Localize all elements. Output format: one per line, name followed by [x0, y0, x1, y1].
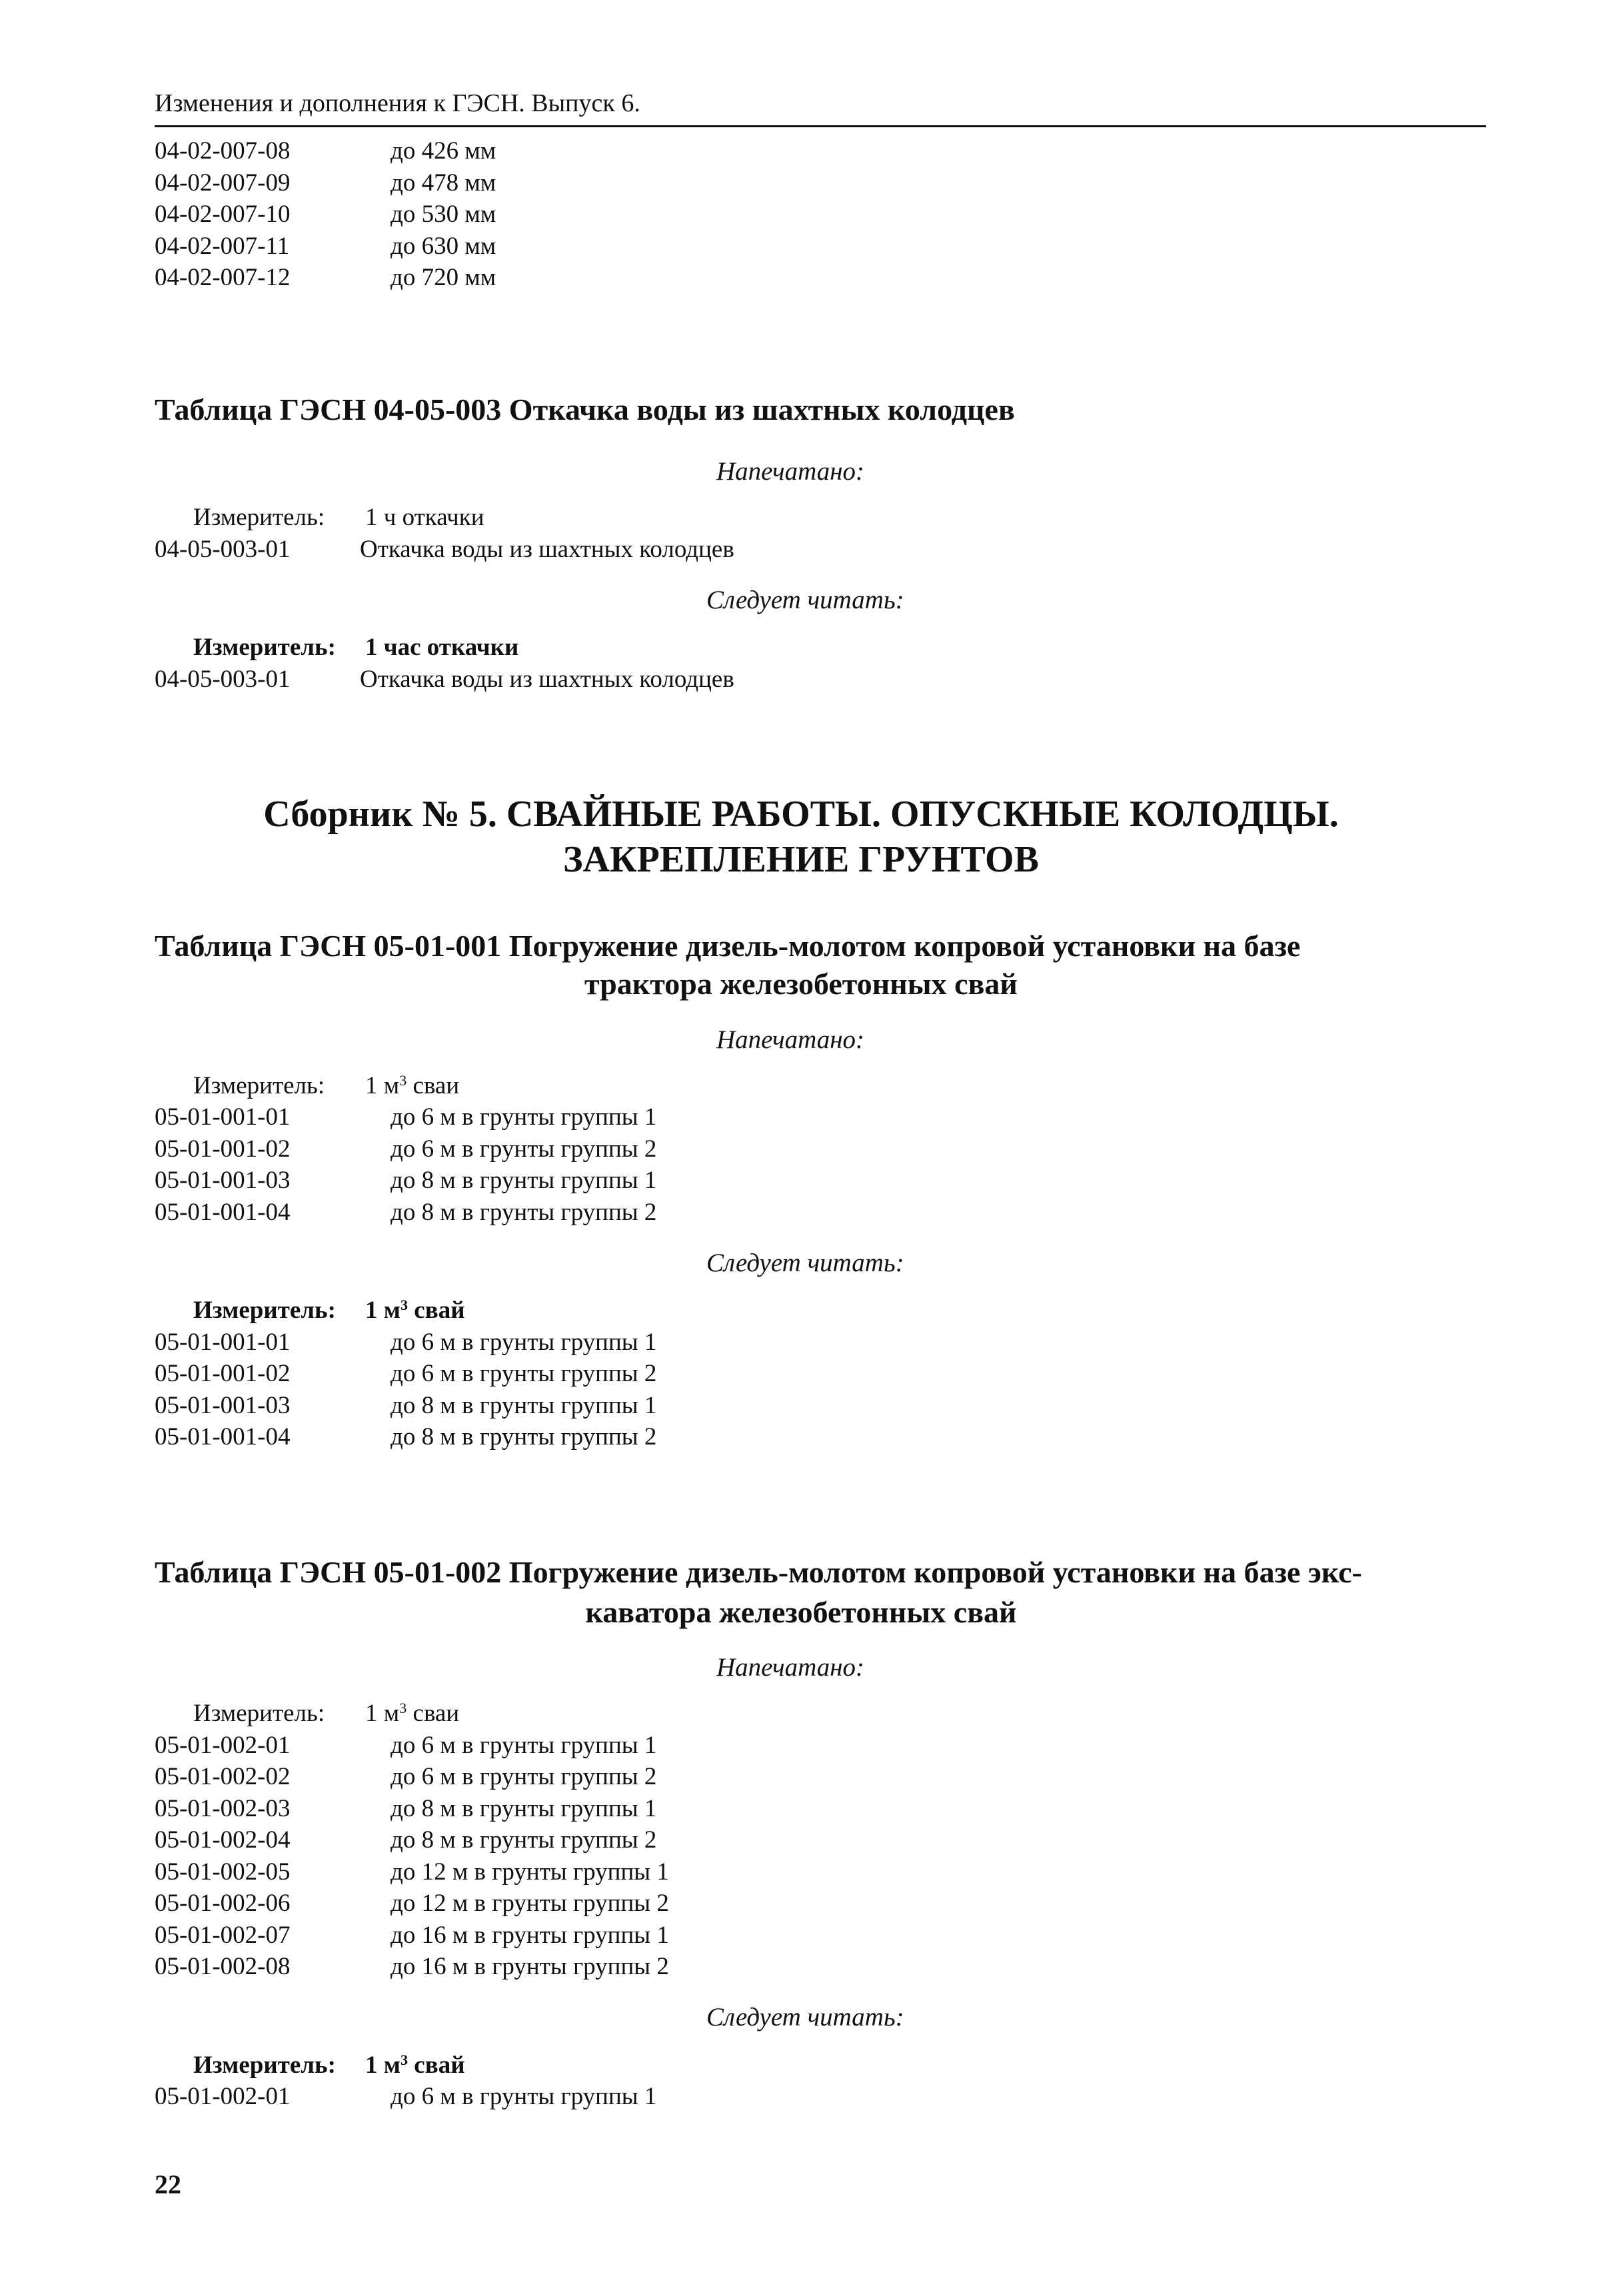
measure-label: Измеритель:	[193, 2051, 336, 2079]
measure-value: 1 час откачки	[365, 634, 519, 661]
row-code: 04-02-007-10	[155, 201, 291, 228]
measure-value: 1 $м^3$ сваи	[365, 1071, 460, 1099]
row-desc: до 12 м в грунты группы 2	[391, 1890, 669, 1917]
row-code: 05-01-001-04	[155, 1199, 291, 1226]
row-code: 05-01-002-02	[155, 1763, 291, 1790]
row-code: 05-01-002-01	[155, 1732, 291, 1759]
read-as-label: Следует читать:	[706, 2003, 904, 2031]
row-desc: до 8 м в грунты группы 1	[391, 1392, 657, 1419]
section-heading-line2: ЗАКРЕПЛЕНИЕ ГРУНТОВ	[563, 839, 1039, 880]
row-code: 04-05-003-01	[155, 536, 291, 563]
row-desc: до 8 м в грунты группы 2	[391, 1199, 657, 1226]
measure-value: 1 ч откачки	[365, 504, 484, 531]
read-as-label: Следует читать:	[706, 1249, 904, 1277]
row-code: 04-02-007-11	[155, 233, 290, 260]
row-code: 05-01-001-01	[155, 1329, 291, 1356]
row-code: 05-01-001-02	[155, 1135, 291, 1163]
row-desc: до 426 мм	[391, 137, 496, 165]
row-desc: до 630 мм	[391, 233, 496, 260]
row-code: 04-02-007-12	[155, 264, 291, 291]
table-title: Таблица ГЭСН 04-05-003 Откачка воды из шахтных колодцев	[155, 392, 1015, 426]
row-desc: Откачка воды из шахтных колодцев	[360, 536, 734, 563]
row-code: 05-01-001-04	[155, 1423, 291, 1450]
row-code: 05-01-002-04	[155, 1826, 291, 1854]
row-code: 05-01-002-06	[155, 1890, 291, 1917]
section-heading-line1: Сборник № 5. СВАЙНЫЕ РАБОТЫ. ОПУСКНЫЕ КОЛОДЦЫ.	[263, 794, 1339, 835]
measure-value: 1 $м^3$ сваи	[365, 1699, 460, 1727]
page-number: 22	[155, 2169, 181, 2199]
row-desc: до 6 м в грунты группы 1	[391, 1732, 657, 1759]
row-desc: до 8 м в грунты группы 1	[391, 1795, 657, 1822]
measure-value: 1 $м^3$ свай	[365, 2051, 465, 2079]
row-code: 04-05-003-01	[155, 666, 291, 693]
table-title-line2: трактора железобетонных свай	[584, 967, 1018, 1001]
row-desc: до 16 м в грунты группы 2	[391, 1953, 669, 1980]
row-desc: до 720 мм	[391, 264, 496, 291]
measure-label: Измеритель:	[193, 1700, 325, 1727]
row-desc: до 12 м в грунты группы 1	[391, 1858, 669, 1886]
measure-label: Измеритель:	[193, 504, 325, 531]
table-title-line2: каватора железобетонных свай	[585, 1595, 1017, 1629]
row-desc: до 6 м в грунты группы 2	[391, 1135, 657, 1163]
row-desc: до 16 м в грунты группы 1	[391, 1922, 669, 1949]
header-rule	[155, 125, 1486, 127]
row-desc: до 6 м в грунты группы 2	[391, 1763, 657, 1790]
printed-label: Напечатано:	[716, 1025, 865, 1054]
row-desc: Откачка воды из шахтных колодцев	[360, 666, 734, 693]
table-title-line1: Таблица ГЭСН 05-01-001 Погружение дизель-молотом копровой установки на базе	[155, 929, 1301, 963]
row-code: 04-02-007-08	[155, 137, 291, 165]
row-desc: до 6 м в грунты группы 1	[391, 1329, 657, 1356]
row-code: 05-01-001-02	[155, 1360, 291, 1387]
printed-label: Напечатано:	[716, 1653, 865, 1682]
row-code: 05-01-002-08	[155, 1953, 291, 1980]
measure-label: Измеритель:	[193, 1072, 325, 1099]
running-header: Изменения и дополнения к ГЭСН. Выпуск 6.	[155, 89, 640, 117]
row-desc: до 8 м в грунты группы 2	[391, 1826, 657, 1854]
row-desc: до 6 м в грунты группы 2	[391, 1360, 657, 1387]
row-desc: до 530 мм	[391, 201, 496, 228]
row-desc: до 478 мм	[391, 169, 496, 197]
row-desc: до 6 м в грунты группы 1	[391, 2083, 657, 2110]
measure-label: Измеритель:	[193, 1297, 336, 1324]
measure-value: 1 $м^3$ свай	[365, 1296, 465, 1324]
row-desc: до 6 м в грунты группы 1	[391, 1103, 657, 1131]
row-code: 05-01-001-03	[155, 1392, 291, 1419]
row-code: 05-01-002-05	[155, 1858, 291, 1886]
measure-label: Измеритель:	[193, 634, 336, 661]
row-code: 05-01-002-03	[155, 1795, 291, 1822]
read-as-label: Следует читать:	[706, 586, 904, 614]
printed-label: Напечатано:	[716, 457, 865, 486]
row-code: 04-02-007-09	[155, 169, 291, 197]
row-desc: до 8 м в грунты группы 1	[391, 1167, 657, 1194]
table-title-line1: Таблица ГЭСН 05-01-002 Погружение дизель-молотом копровой установки на базе экс-	[155, 1555, 1362, 1589]
row-code: 05-01-001-03	[155, 1167, 291, 1194]
row-code: 05-01-002-07	[155, 1922, 291, 1949]
row-desc: до 8 м в грунты группы 2	[391, 1423, 657, 1450]
row-code: 05-01-002-01	[155, 2083, 291, 2110]
row-code: 05-01-001-01	[155, 1103, 291, 1131]
